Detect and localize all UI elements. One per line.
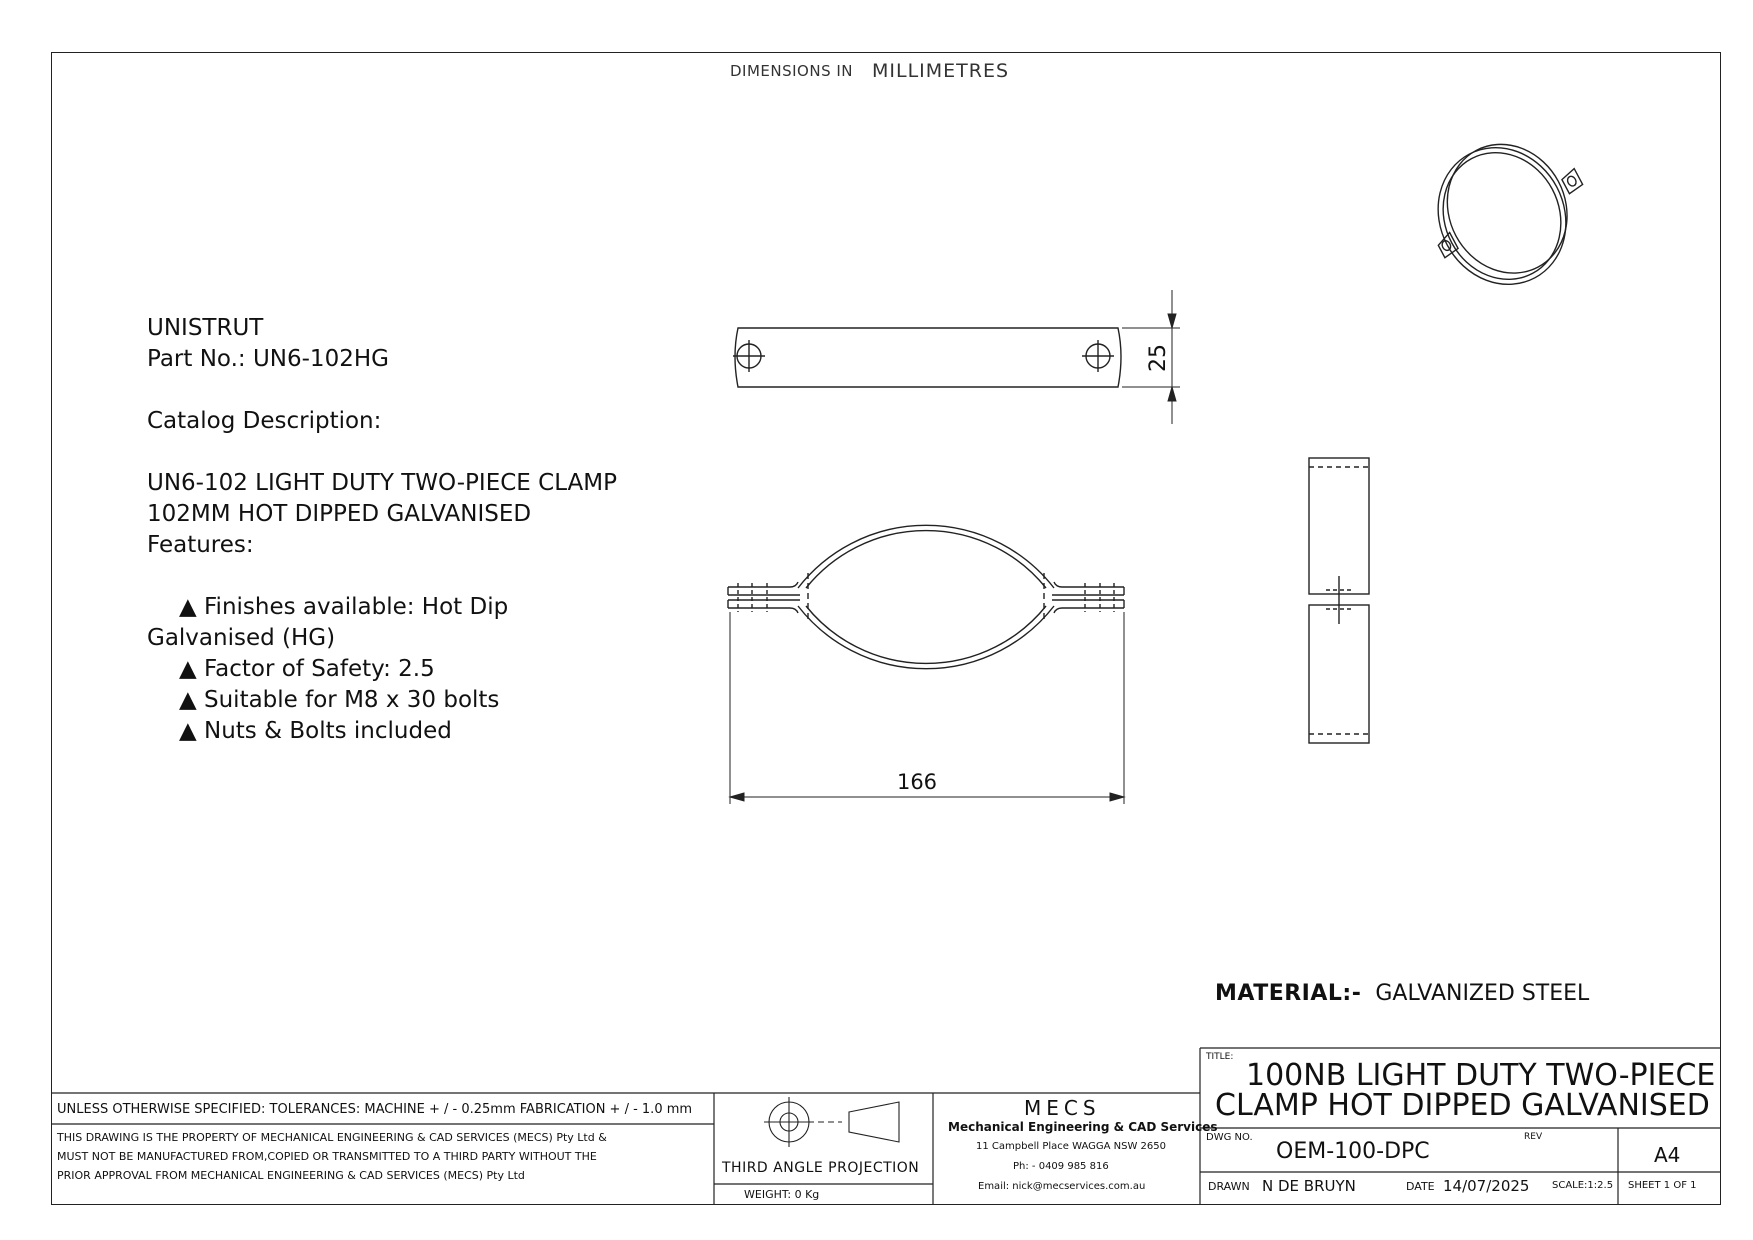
- material-label: MATERIAL:-: [1215, 981, 1362, 1006]
- feature-bolts: ▲ Suitable for M8 x 30 bolts: [179, 687, 500, 713]
- catalog-line-1: UN6-102 LIGHT DUTY TWO-PIECE CLAMP: [147, 470, 617, 496]
- company-email: Email: nick@mecservices.com.au: [978, 1181, 1146, 1192]
- property-notice-2: MUST NOT BE MANUFACTURED FROM,COPIED OR TRANSMITTED TO A THIRD PARTY WITHOUT THE: [57, 1150, 597, 1163]
- dwg-no: OEM-100-DPC: [1276, 1139, 1430, 1164]
- sheet-size: A4: [1654, 1143, 1681, 1167]
- company-phone: Ph: - 0409 985 816: [1013, 1161, 1109, 1172]
- tolerances-note: UNLESS OTHERWISE SPECIFIED: TOLERANCES: MACHINE + / - 0.25mm FABRICATION + / - 1.0 mm: [57, 1102, 693, 1117]
- dimensions-label: DIMENSIONS IN: [730, 62, 854, 80]
- feature-safety: ▲ Factor of Safety: 2.5: [179, 656, 435, 682]
- company-name: Mechanical Engineering & CAD Services: [948, 1120, 1218, 1134]
- features-heading: Features:: [147, 532, 254, 558]
- isometric-view: [1407, 114, 1610, 311]
- title-label: TITLE:: [1206, 1052, 1234, 1062]
- height-dimension-label: 25: [1146, 344, 1171, 372]
- part-number-line: Part No.: UN6-102HG: [147, 346, 389, 372]
- projection-symbol: [764, 1097, 899, 1147]
- feature-included: ▲ Nuts & Bolts included: [179, 718, 452, 744]
- material-value: GALVANIZED STEEL: [1375, 981, 1590, 1006]
- drawn-by: N DE BRUYN: [1262, 1177, 1356, 1195]
- date-value: 14/07/2025: [1443, 1177, 1530, 1195]
- top-view-strap: [733, 328, 1121, 387]
- property-notice-1: THIS DRAWING IS THE PROPERTY OF MECHANICAL ENGINEERING & CAD SERVICES (MECS) Pty Ltd &: [57, 1131, 607, 1144]
- side-view: [1309, 458, 1369, 743]
- brand-line: UNISTRUT: [147, 315, 264, 341]
- title-line-2: CLAMP HOT DIPPED GALVANISED: [1215, 1088, 1710, 1123]
- sheet-value: SHEET 1 OF 1: [1628, 1180, 1697, 1191]
- dimensions-unit: MILLIMETRES: [872, 60, 1010, 82]
- feature-finish-cont: Galvanised (HG): [147, 625, 336, 651]
- projection-label: THIRD ANGLE PROJECTION: [722, 1160, 920, 1176]
- scale-value: SCALE:1:2.5: [1552, 1180, 1614, 1191]
- drawn-label: DRAWN: [1208, 1180, 1250, 1193]
- width-dimension-label: 166: [896, 770, 938, 794]
- front-view-ring: [728, 525, 1124, 668]
- rev-label: REV: [1524, 1132, 1543, 1142]
- company-address: 11 Campbell Place WAGGA NSW 2650: [976, 1141, 1166, 1152]
- feature-finish: ▲ Finishes available: Hot Dip: [179, 594, 509, 620]
- dwg-no-label: DWG NO.: [1206, 1132, 1253, 1143]
- material-note: [1215, 981, 1589, 1006]
- catalog-line-2: 102MM HOT DIPPED GALVANISED: [147, 501, 532, 527]
- catalog-heading: Catalog Description:: [147, 408, 382, 434]
- company-logo-text: MECS: [1024, 1096, 1101, 1120]
- property-notice-3: PRIOR APPROVAL FROM MECHANICAL ENGINEERING & CAD SERVICES (MECS) Pty Ltd: [57, 1169, 525, 1182]
- weight-label: WEIGHT: 0 Kg: [744, 1188, 820, 1201]
- title-line-1: 100NB LIGHT DUTY TWO-PIECE: [1246, 1058, 1716, 1093]
- date-label: DATE: [1406, 1180, 1435, 1193]
